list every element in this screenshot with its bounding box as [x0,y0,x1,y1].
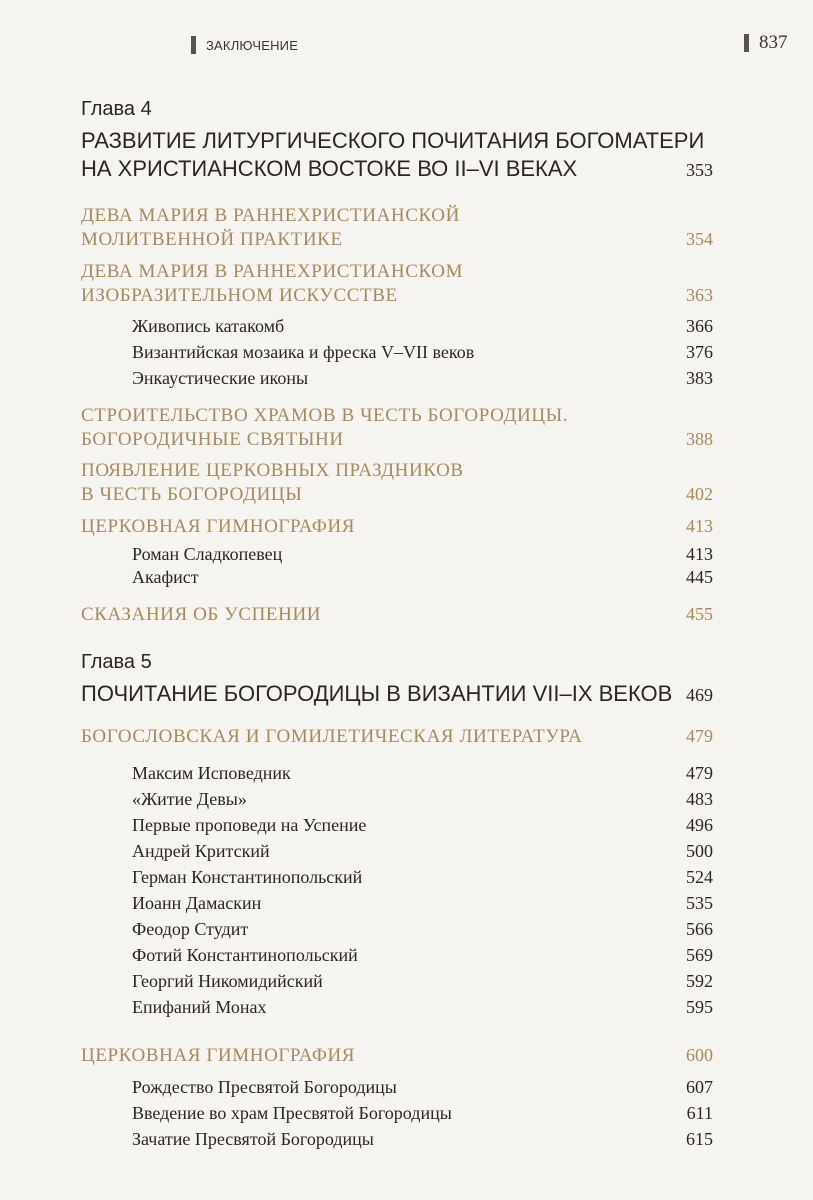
chapter-title-line: РАЗВИТИЕ ЛИТУРГИЧЕСКОГО ПОЧИТАНИЯ БОГОМАТЕРИ [81,128,705,153]
toc-item-page: 479 [686,763,713,783]
toc-item-page: 445 [686,567,713,587]
page-number: 837 [759,32,788,53]
toc-item-page: 607 [686,1077,713,1097]
toc-item-page: 615 [686,1129,713,1149]
section-title-line: ДЕВА МАРИЯ В РАННЕХРИСТИАНСКОЙ [81,205,460,226]
toc-item: Первые проповеди на Успение [132,815,367,835]
toc-item: Максим Исповедник [132,763,291,783]
toc-item-page: 496 [686,815,713,835]
chapter-title-line: ПОЧИТАНИЕ БОГОРОДИЦЫ В ВИЗАНТИИ VII–IX ВЕКОВ [81,681,673,706]
toc-item-page: 500 [686,841,713,861]
section-title-line: БОГОСЛОВСКАЯ И ГОМИЛЕТИЧЕСКАЯ ЛИТЕРАТУРА [81,726,583,747]
section-page: 402 [686,484,713,504]
chapter-page: 469 [686,685,713,705]
section-title-line: СТРОИТЕЛЬСТВО ХРАМОВ В ЧЕСТЬ БОГОРОДИЦЫ. [81,405,569,426]
toc-item: Феодор Студит [132,919,249,939]
toc-item: Фотий Константинопольский [132,945,358,965]
toc-item: Герман Константинопольский [132,867,363,887]
section-title-line: ПОЯВЛЕНИЕ ЦЕРКОВНЫХ ПРАЗДНИКОВ [81,460,464,481]
page-number-marker-bar [744,34,749,52]
toc-item-page: 611 [686,1103,713,1123]
section-title-line: СКАЗАНИЯ ОБ УСПЕНИИ [81,604,322,625]
page-number-block [744,32,788,54]
toc-item-page: 383 [686,368,713,388]
section-title-line: ДЕВА МАРИЯ В РАННЕХРИСТИАНСКОМ [81,261,464,282]
toc-item: Андрей Критский [132,841,270,861]
section-title-line: В ЧЕСТЬ БОГОРОДИЦЫ [81,484,303,505]
toc-item-page: 524 [686,867,713,887]
toc-item: Епифаний Монах [132,997,267,1017]
toc-item: Зачатие Пресвятой Богородицы [132,1129,374,1149]
toc-item: Иоанн Дамаскин [132,893,262,913]
chapter-page: 353 [686,160,713,180]
toc-item-page: 595 [686,997,713,1017]
section-page: 413 [686,516,713,536]
toc-item: Георгий Никомидийский [132,971,323,991]
chapter-title-line: НА ХРИСТИАНСКОМ ВОСТОКЕ ВО II–VI ВЕКАХ [81,156,578,181]
section-page: 354 [686,229,713,249]
toc-item-page: 366 [686,316,713,336]
section-page: 363 [686,285,713,305]
toc-item: Введение во храм Пресвятой Богородицы [132,1103,452,1123]
section-title-line: МОЛИТВЕННОЙ ПРАКТИКЕ [81,229,343,250]
toc-item: Акафист [132,567,199,587]
section-title-line: ЦЕРКОВНАЯ ГИМНОГРАФИЯ [81,516,356,537]
toc-item: Византийская мозаика и фреска V–VII веков [132,342,475,362]
toc-item-page: 483 [686,789,713,809]
running-header [191,36,298,54]
toc-item-page: 566 [686,919,713,939]
section-page: 455 [686,604,713,624]
toc-item: «Житие Девы» [132,789,247,809]
section-page: 600 [686,1045,713,1065]
toc-item: Живопись катакомб [132,316,285,336]
chapter-label: Глава 5 [81,651,152,673]
toc-item-page: 569 [686,945,713,965]
toc-item-page: 376 [686,342,713,362]
toc-item: Рождество Пресвятой Богородицы [132,1077,397,1097]
section-page: 479 [686,726,713,746]
section-title-line: ЦЕРКОВНАЯ ГИМНОГРАФИЯ [81,1045,356,1066]
toc-item-page: 413 [686,544,713,564]
toc-item: Энкаустические иконы [132,368,309,388]
section-page: 388 [686,429,713,449]
section-title-line: БОГОРОДИЧНЫЕ СВЯТЫНИ [81,429,344,450]
toc-item: Роман Сладкопевец [132,544,283,564]
section-title-line: ИЗОБРАЗИТЕЛЬНОМ ИСКУССТВЕ [81,285,398,306]
toc-item-page: 535 [686,893,713,913]
header-marker-bar [191,36,196,54]
toc-item-page: 592 [686,971,713,991]
running-header-title: ЗАКЛЮЧЕНИЕ [206,37,299,53]
chapter-label: Глава 4 [81,98,152,120]
